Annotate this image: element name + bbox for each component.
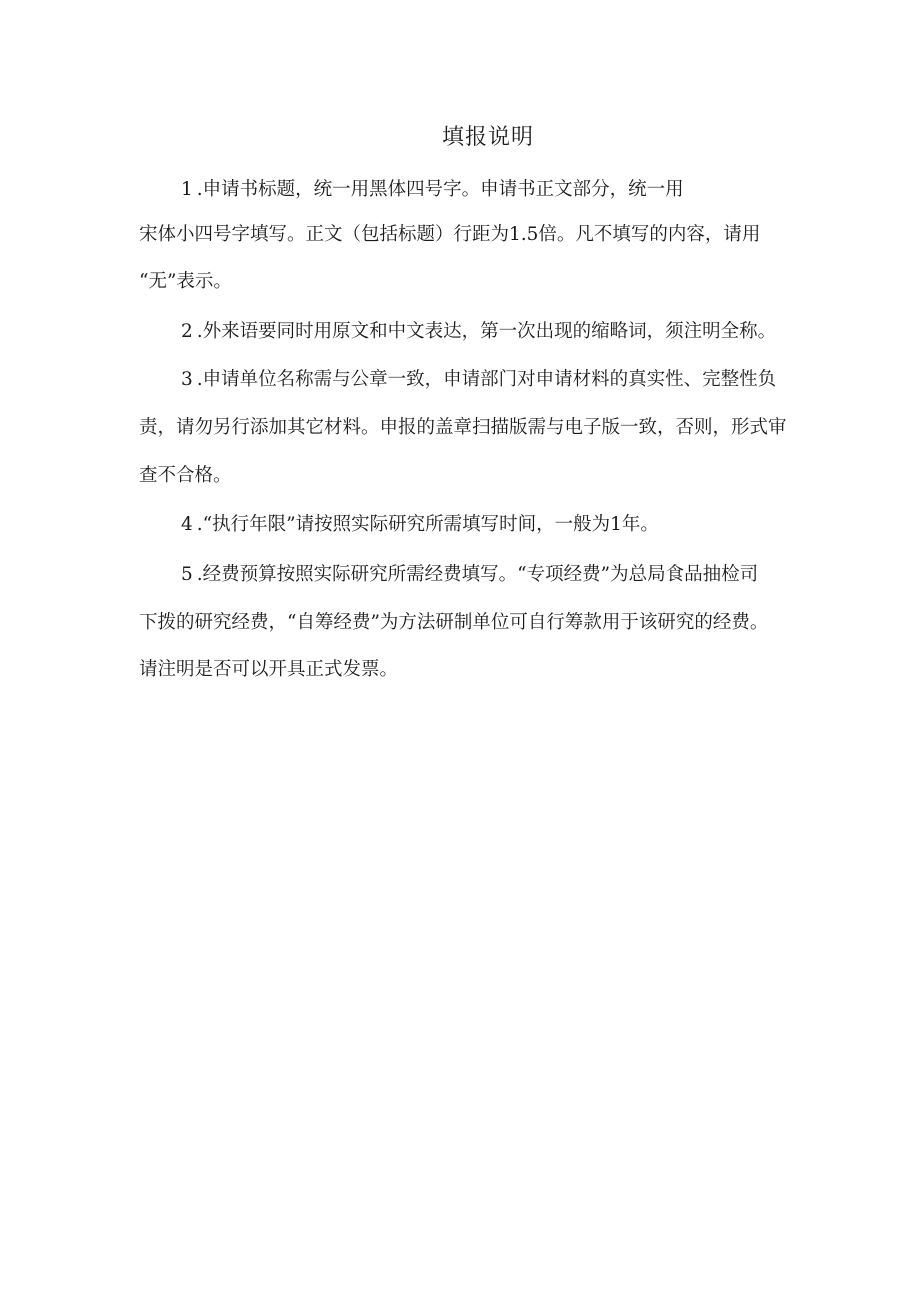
item-5-line-1 bbox=[181, 561, 758, 589]
item-number: 1 bbox=[181, 179, 193, 200]
item-text: .“执行年限”请按照实际研究所需填写时间，一般为1年。 bbox=[196, 514, 659, 535]
item-text: .经费预算按照实际研究所需经费填写。“专项经费”为总局食品抽检司 bbox=[196, 564, 759, 585]
item-number: 2 bbox=[181, 321, 193, 342]
item-5-line-3: 请注明是否可以开具正式发票。 bbox=[139, 659, 399, 680]
item-text: .申请书标题，统一用黑体四号字。申请书正文部分，统一用 bbox=[196, 179, 684, 200]
item-1-line-2: 宋体小四号字填写。正文（包括标题）行距为1.5倍。凡不填写的内容，请用 bbox=[139, 224, 761, 245]
item-1-line-3: “无”表示。 bbox=[139, 271, 232, 292]
item-number: 5 bbox=[181, 564, 193, 585]
item-1-line-1 bbox=[181, 176, 684, 204]
item-3-line-1 bbox=[181, 366, 776, 394]
item-text: .申请单位名称需与公章一致，申请部门对申请材料的真实性、完整性负 bbox=[196, 369, 777, 390]
item-3-line-3: 查不合格。 bbox=[139, 465, 232, 486]
item-4-line-1 bbox=[181, 511, 659, 539]
item-2-line-1 bbox=[181, 318, 776, 346]
item-number: 4 bbox=[181, 514, 193, 535]
page-title: 填报说明 bbox=[441, 125, 534, 150]
item-text: .外来语要同时用原文和中文表达，第一次出现的缩略词，须注明全称。 bbox=[196, 321, 777, 342]
item-5-line-2: 下拨的研究经费，“自筹经费”为方法研制单位可自行筹款用于该研究的经费。 bbox=[139, 612, 769, 633]
item-number: 3 bbox=[181, 369, 193, 390]
item-3-line-2: 责，请勿另行添加其它材料。申报的盖章扫描版需与电子版一致，否则，形式审 bbox=[139, 417, 787, 438]
